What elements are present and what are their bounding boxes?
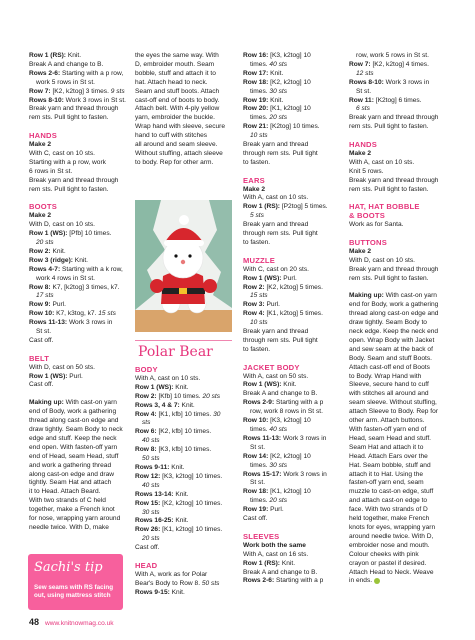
stitch-count: 10 sts	[250, 132, 268, 140]
text-line: Head, seam Head and stuff.	[349, 434, 431, 442]
row-text: [K3, kfb] 10 times.	[156, 446, 212, 454]
stitch-count: 5 sts	[250, 212, 264, 220]
text-line: end for Body, work a gathering	[349, 301, 439, 309]
text-line: With D, cast on 50 sts.	[29, 363, 95, 371]
stitch-count: 40 sts	[142, 437, 160, 445]
row-label: Row 8:	[135, 446, 157, 454]
section-heading-belt: BELT	[29, 353, 50, 363]
text-line: Break A and change to B.	[243, 568, 318, 576]
row-label: Row 20:	[243, 105, 269, 113]
text-line: the eyes the same way. With	[135, 52, 219, 59]
row-text: With cast-on yarn	[383, 292, 437, 300]
row-label: Rows 2-9:	[243, 399, 275, 407]
text-line: With A, cast on 50 sts.	[243, 372, 309, 380]
row-label: Row 14:	[243, 452, 269, 460]
text-line: rem sts. Pull tight to fasten.	[349, 185, 429, 193]
column-1	[29, 52, 127, 533]
column-2-lower	[135, 366, 235, 598]
text-line: cast-off end of boots to body.	[135, 96, 220, 104]
text-line: rem sts. Pull tight to fasten.	[349, 274, 429, 282]
row-label: Row 7:	[349, 60, 371, 68]
text-line: through rem sts. Pull tight	[243, 336, 318, 344]
row-text: Purl.	[50, 301, 67, 309]
making-up-label: Making up:	[29, 399, 64, 407]
row-text: [K3, k2tog] 10	[268, 52, 311, 59]
make-count: Make 2	[29, 212, 51, 220]
stitch-count: 9 sts	[108, 87, 125, 95]
row-text: [P2tog] 5 times.	[280, 203, 328, 211]
text-line: to Body. Wrap Hand with	[349, 372, 422, 380]
stitch-count: sts	[142, 419, 151, 427]
text-line: and work a gathering thread	[29, 461, 112, 469]
row-text: Work 3 rows in	[281, 434, 327, 442]
row-text: Knit.	[169, 588, 185, 596]
row-label: Rows 9-11:	[135, 463, 170, 471]
text-line: Break yarn and thread through	[349, 176, 439, 184]
row-text: Work 3 rows in St st.	[63, 96, 126, 104]
row-label: Rows 8-10:	[29, 96, 64, 104]
row-text: Knit.	[173, 490, 189, 498]
text-line: hand to cuff with stitches	[135, 132, 208, 140]
stitch-count: 15 sts	[96, 310, 116, 318]
column-2	[135, 52, 235, 168]
text-line: Break yarn and thread through	[349, 114, 439, 122]
text-line: Without stuffing, attach sleeve	[135, 149, 223, 157]
santa-toy-illustration	[135, 200, 232, 332]
row-label: Row 26:	[135, 526, 161, 534]
text-line: Break yarn and thread	[243, 221, 309, 229]
stitch-count: 6 sts	[356, 105, 370, 113]
text-line: embroider nose and mouth.	[349, 541, 430, 549]
section-heading-ears: EARS	[243, 175, 265, 185]
row-label: Row 1 (RS):	[243, 559, 280, 567]
end-mark-icon	[374, 578, 380, 584]
text-line: Seam Hat and attach it to	[349, 443, 424, 451]
stitch-count: 40 sts	[267, 60, 288, 68]
text-line: With A, cast on 10 sts.	[135, 374, 201, 382]
row-text: [K2, k2tog] 5 times.	[264, 283, 323, 291]
row-label: Rows 2-6:	[29, 69, 61, 77]
row-label: Row 11:	[349, 96, 374, 104]
row-text: Work 3 rows in	[383, 78, 430, 86]
row-text: Work 3 rows in	[67, 319, 113, 327]
text-line: to fasten.	[243, 239, 271, 247]
stitch-count: 10 sts	[250, 319, 268, 327]
text-line: edge and stuff. Keep the neck	[29, 434, 117, 442]
text-line: fasten-off yarn end, seam	[349, 479, 424, 487]
row-text: [K2, k2tog] 10 times.	[160, 499, 223, 507]
text-line: Break yarn and thread through	[29, 105, 119, 113]
text-line: Break yarn and thread	[243, 141, 309, 149]
section-heading-jacket-body: JACKET BODY	[243, 362, 300, 372]
row-text: Knit.	[50, 247, 66, 255]
row-label: Rows 11-13:	[243, 434, 282, 442]
row-label: Row 16:	[243, 52, 269, 59]
stitch-count: 50 sts	[142, 455, 160, 463]
row-text: [K2, k2tog] 3 times.	[50, 87, 109, 95]
make-count: Make 2	[243, 185, 265, 193]
text-line: With A, cast on 10 sts.	[349, 158, 415, 166]
stitch-count: 20 sts	[267, 497, 288, 505]
tip-box	[28, 554, 123, 610]
text-line: together, make a French knot	[29, 506, 115, 514]
row-text: Knit.	[179, 401, 195, 409]
text-line: Break yarn and thread	[243, 328, 309, 336]
text-line: work 5 rows in St st.	[36, 78, 95, 86]
text-line: With two strands of C held	[29, 497, 106, 505]
row-text: [K2tog] 10 times.	[268, 123, 320, 131]
section-divider	[135, 340, 232, 341]
text-line: With C, cast on 20 sts.	[243, 265, 309, 273]
text-line: St st.	[250, 479, 266, 487]
row-text: times.	[250, 497, 268, 505]
row-label: Row 1 (WS):	[243, 274, 282, 282]
text-line: through rem sts. Pull tight	[243, 149, 318, 157]
stitch-count: 30 sts	[267, 461, 288, 469]
make-count: Make 2	[29, 141, 51, 149]
stitch-count: 30 sts	[142, 508, 160, 516]
row-label: Row 1 (WS):	[243, 381, 282, 389]
text-line: through rem sts. Pull tight	[243, 230, 318, 238]
row-text: [K1, k2tog] 10	[268, 105, 311, 113]
text-line: With C, cast on 10 sts.	[29, 149, 95, 157]
make-count: Work both the same	[243, 541, 306, 549]
stitch-count: 40 sts	[267, 426, 288, 434]
row-label: Row 9:	[29, 301, 51, 309]
text-line: and attach cast-on edge to	[349, 497, 428, 505]
row-text: [K2, k2tog] 4 times.	[370, 60, 429, 68]
text-line: Break A and change to B.	[29, 60, 104, 68]
text-line: knots for eyes, wrapping yarn	[349, 523, 436, 531]
row-label: Rows 9-15:	[135, 588, 170, 596]
text-line: Hat. Seam bobble, stuff and	[349, 461, 431, 469]
text-line: attach it to Hat. Using the	[349, 470, 424, 478]
row-label: Row 8:	[29, 283, 51, 291]
section-heading-buttons: BUTTONS	[349, 237, 387, 247]
text-line: row, work 5 rows in St st.	[356, 52, 429, 59]
stitch-count: 40 sts	[142, 481, 160, 489]
text-line: Work as for Santa.	[349, 221, 404, 229]
text-line: to body. Rep for other arm.	[135, 158, 214, 166]
text-line: crayon or pastel if desired.	[349, 559, 427, 567]
row-text: [K2, kfb] 10 times.	[156, 428, 212, 436]
text-line: Cast off.	[29, 381, 54, 389]
text-line: rem sts. Pull tight to fasten.	[29, 185, 109, 193]
row-text: Knit.	[268, 96, 284, 104]
text-line: Colour cheeks with pink	[349, 550, 419, 558]
text-line: rem sts. Pull tight to fasten.	[29, 114, 109, 122]
row-label: Row 1 (WS):	[29, 230, 68, 238]
row-text: [Pfb] 10 times.	[67, 230, 112, 238]
row-text: [K1, k2tog] 10	[268, 488, 311, 496]
section-heading-hat-cont: & BOOTS	[349, 211, 385, 221]
row-label: Row 6:	[135, 428, 157, 436]
text-line: end of Head, seam Head, stuff	[29, 452, 119, 460]
section-heading-hands: HANDS	[349, 140, 378, 150]
row-label: Row 2:	[243, 283, 265, 291]
row-label: Rows 8-10:	[349, 78, 384, 86]
text-line: Attach cast-off end of Boots	[349, 363, 430, 371]
text-line: to fasten.	[243, 345, 271, 353]
making-up-label: Making up:	[349, 292, 384, 300]
stitch-count: 30	[211, 410, 221, 418]
text-line: thread along cast-on edge and	[29, 417, 119, 425]
row-label: Row 21:	[243, 123, 269, 131]
row-text: Knit.	[280, 559, 296, 567]
row-label: Rows 16-25:	[135, 517, 174, 525]
row-label: Row 15:	[135, 499, 161, 507]
row-text: Bear's Body to Row 8.	[135, 579, 201, 587]
row-label: Rows 3, 4 & 7:	[135, 401, 180, 409]
text-line: seam sleeve. Without stuffing,	[349, 399, 437, 407]
text-line: it to Head. Attach Beard.	[29, 488, 101, 496]
text-line: work 4 rows in St st.	[36, 274, 95, 282]
column-3	[243, 52, 350, 586]
section-heading-muzzle: MUZZLE	[243, 255, 275, 265]
text-line: Attach belt. With 4-ply yellow	[135, 105, 220, 113]
stitch-count: 20 sts	[267, 114, 288, 122]
row-label: Row 2:	[29, 247, 51, 255]
text-line: all around and seam sleeve.	[135, 141, 218, 149]
row-text: K7, [k2tog] 3 times, k7.	[50, 283, 120, 291]
row-text: Starting with a p	[274, 399, 324, 407]
text-line: with stitches all around and	[349, 390, 429, 398]
row-label: Row 19:	[243, 506, 269, 514]
row-text: Work 3 rows in	[281, 470, 327, 478]
row-label: Rows 13-14:	[135, 490, 174, 498]
row-label: Row 1 (RS):	[29, 52, 66, 59]
row-text: Knit.	[281, 381, 297, 389]
stitch-count: 20 sts	[36, 239, 54, 246]
text-line: Seam and stuff boots. Attach	[135, 87, 220, 95]
row-label: Rows 11-13:	[29, 319, 68, 327]
row-text: [K2, k2tog] 10	[268, 452, 311, 460]
section-heading-head: HEAD	[135, 560, 158, 570]
row-text: Purl.	[264, 301, 281, 309]
text-line: rem sts. Pull tight to fasten.	[349, 123, 429, 131]
section-heading-hat: HAT, HAT BOBBLE	[349, 202, 420, 212]
text-line: With A, cast on 10 sts.	[243, 194, 309, 202]
text-line: With A, work as for Polar	[135, 570, 208, 578]
text-line: With fasten-off yarn end of	[349, 426, 427, 433]
text-line: Cast off.	[243, 515, 268, 523]
row-label: Row 10:	[29, 310, 55, 318]
row-text: Purl.	[268, 506, 284, 514]
page-number: 48	[29, 617, 40, 627]
row-text: Starting with a p	[274, 577, 324, 585]
text-line: around needle twice. With D,	[349, 532, 434, 540]
row-label: Row 3:	[243, 301, 265, 309]
row-label: Row 7:	[29, 87, 51, 95]
text-line: Body. Seam and stuff Boots.	[349, 354, 432, 362]
text-line: yarn, embroider the buckle.	[135, 114, 215, 122]
row-text: times.	[250, 114, 268, 122]
row-text: Knit.	[173, 517, 189, 525]
text-line: thread along cast-on edge and	[349, 310, 439, 318]
row-label: Row 1 (WS):	[29, 372, 68, 380]
text-line: Head. Attach Ears over the	[349, 452, 428, 460]
text-line: D, embroider mouth. Seam	[135, 60, 215, 68]
row-text: [K3, k2tog] 10	[268, 417, 311, 425]
text-line: St st.	[36, 328, 52, 336]
stitch-count: 12 sts	[356, 69, 374, 77]
row-label: Rows 15-17:	[243, 470, 282, 478]
row-label: Rows 4-7:	[29, 265, 61, 273]
text-line: row, work 8 rows in St st.	[250, 408, 323, 416]
row-text: [K1, kfb] 10 times.	[156, 410, 212, 418]
pattern-title-polar-bear: Polar Bear	[138, 344, 213, 360]
text-line: other arm. Attach buttons.	[349, 417, 425, 425]
column-4	[349, 52, 457, 586]
stitch-count: 15 sts	[250, 292, 268, 300]
row-label: Row 3 (ridge):	[29, 256, 73, 264]
text-line: for nose, wrapping yarn around	[29, 515, 121, 523]
row-text: Starting with a p row,	[60, 69, 124, 77]
row-text: [K3, k2tog] 10 times.	[160, 472, 223, 480]
santa-toy-photo	[135, 200, 232, 332]
text-line: bobble, stuff and attach it to	[135, 69, 216, 77]
row-text: Knit.	[173, 383, 189, 391]
text-line: St st.	[356, 87, 372, 95]
page-footer	[29, 617, 114, 627]
make-count: Make 2	[349, 247, 371, 255]
section-heading-hands: HANDS	[29, 131, 58, 141]
row-label: Row 4:	[243, 310, 265, 318]
row-text: K7, k3tog, k7.	[54, 310, 97, 318]
text-line: end of Body, work a gathering	[29, 408, 117, 416]
text-line: and sew seam at the back of	[349, 345, 433, 353]
text-line: Sleeve, secure hand to cuff	[349, 381, 429, 389]
row-text: times.	[250, 461, 268, 469]
text-line: along cast-on edge and draw	[29, 470, 115, 478]
stitch-count: 30 sts	[267, 87, 288, 95]
text-line: With D, cast on 10 sts.	[29, 221, 95, 229]
text-line: in ends.	[349, 577, 373, 585]
text-line: With D, cast on 10 sts.	[349, 256, 415, 264]
text-line: hat. Attach head to neck.	[135, 78, 208, 86]
text-line: neck edge. Keep the neck end	[349, 328, 439, 336]
row-label: Row 4:	[135, 410, 157, 418]
row-text: With cast-on yarn	[63, 399, 117, 407]
row-text: Knit.	[169, 463, 185, 471]
text-line: muzzle to cast-on edge, stuff	[349, 488, 434, 496]
section-heading-boots: BOOTS	[29, 202, 58, 212]
text-line: St st.	[250, 443, 266, 451]
text-line: face. With two strands of D	[349, 506, 428, 514]
stitch-count: 17 sts	[36, 292, 54, 300]
text-line: Wrap hand with sleeve, secure	[135, 123, 226, 131]
text-line: Cast off.	[135, 544, 160, 552]
row-text: Knit.	[72, 256, 88, 264]
row-text: Knit.	[268, 69, 284, 77]
text-line: Starting with a p row, work	[29, 158, 106, 166]
text-line: held together, make French	[349, 515, 430, 523]
tip-text: Sew seams with RS facing out, using mattress stitch	[34, 584, 114, 599]
row-text: [Kfb] 10 times.	[156, 392, 201, 400]
text-line: Attach Head to Neck. Weave	[349, 568, 434, 576]
row-label: Row 1 (RS):	[243, 203, 280, 211]
tip-title: Sachi's tip	[34, 560, 103, 575]
row-label: Row 2:	[135, 392, 157, 400]
row-text: Knit.	[66, 52, 82, 59]
text-line: Break yarn and thread through	[29, 176, 119, 184]
text-line: attach Sleeve to Body. Rep for	[349, 408, 438, 416]
section-heading-body: BODY	[135, 365, 158, 374]
row-text: Starting with a k row,	[60, 265, 123, 273]
text-line: Knit 5 rows.	[349, 167, 384, 175]
row-label: Row 17:	[243, 69, 269, 77]
row-label: Row 10:	[243, 417, 269, 425]
text-line: Break yarn and thread through	[349, 265, 439, 273]
row-text: Purl.	[281, 274, 297, 282]
text-line: 6 rows in St st.	[29, 167, 73, 175]
row-text: [K1, k2tog] 10 times.	[160, 526, 223, 534]
section-heading-sleeves: SLEEVES	[243, 531, 280, 541]
row-text: [K1, k2tog] 5 times.	[264, 310, 323, 318]
row-text: times.	[250, 426, 268, 434]
stitch-count: 20 sts	[200, 392, 221, 400]
text-line: Break A and change to B.	[243, 390, 318, 398]
text-line: draw tightly. Seam Body to	[349, 319, 427, 327]
text-line: end open. With fasten-off yarn	[29, 443, 118, 451]
row-text: times.	[250, 60, 268, 68]
row-label: Row 19:	[243, 96, 269, 104]
text-line: tightly. Seam Hat and attach	[29, 479, 112, 487]
website-link[interactable]: www.knitnowmag.co.uk	[45, 620, 114, 627]
row-label: Row 1 (WS):	[135, 383, 174, 391]
text-line: to fasten.	[243, 158, 271, 166]
row-label: Row 18:	[243, 488, 269, 496]
stitch-count: 20 sts	[142, 535, 160, 543]
stitch-count: 50 sts	[200, 579, 220, 587]
row-label: Rows 2-6:	[243, 577, 275, 585]
make-count: Make 2	[349, 149, 371, 157]
text-line: open. Wrap Body with Jacket	[349, 336, 435, 344]
row-text: [K2, k2tog] 10	[268, 78, 311, 86]
row-text: [K2tog] 6 times.	[373, 96, 422, 104]
text-line: draw tightly. Seam Body to neck	[29, 426, 123, 433]
row-label: Row 18:	[243, 78, 269, 86]
text-line: needle twice. With D, make	[29, 523, 109, 531]
text-line: Cast off.	[29, 336, 54, 344]
row-label: Row 12:	[135, 472, 161, 480]
text-line: With A, cast on 16 sts.	[243, 550, 309, 558]
row-text: times.	[250, 87, 268, 95]
row-text: Purl.	[67, 372, 83, 380]
